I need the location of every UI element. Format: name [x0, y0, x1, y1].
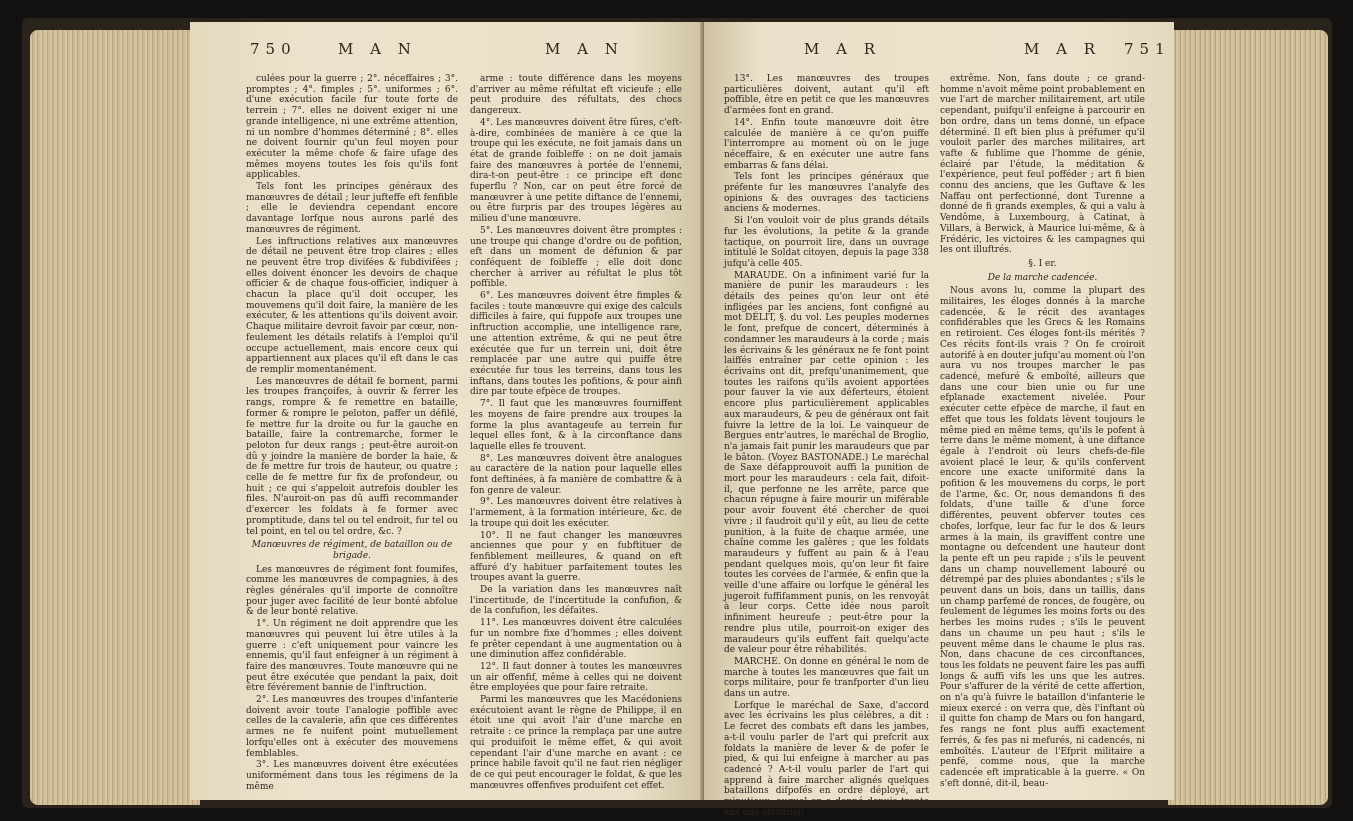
paragraph: 10°. Il ne faut changer les manœuvres anciennes que pour y en fubftituer de fenfiblement meilleures, & quand on eft affuré d'y habituer parfaitement toutes les troupes avant la guerre. — [470, 530, 682, 584]
paragraph: 14°. Enfin toute manœuvre doit être calculée de manière à ce qu'on puiffe l'interrompre au moment où on le juge néceffaire, & en exécuter une autre fans embarras & fans délai. — [724, 117, 929, 171]
paragraph: 7°. Il faut que les manœuvres fourniffent les moyens de faire prendre aux troupes la forme la plus avantageufe au terrein fur lequel elles font, & à la circonftance dans laquelle elles fe trouvent. — [470, 399, 682, 452]
paragraph: 2°. Les manœuvres des troupes d'infanterie doivent avoir toute l'analogie poffible avec celles de la cavalerie, afin que ces différentes armes ne fe nuifent point mutuellement lorfqu'elles ont à exécuter des mouvemens femblables. — [246, 695, 458, 759]
left-page-edges — [30, 30, 200, 805]
paragraph: 5°. Les manœuvres doivent être promptes : une troupe qui change d'ordre ou de pofition, eft dans un moment de défunion & par conféquent de foibleffe ; elle doit donc chercher à arriver au réfultat le plus tôt poffible. — [470, 225, 682, 290]
page-number-right: 751 — [1124, 40, 1171, 58]
paragraph: 4°. Les manœuvres doivent être fûres, c'eft-à-dire, combinées de manière à ce que la troupe qui les exécute, ne foit jamais dans un état de grande foibleffe : on ne doit jamais faire des manœuvres à portée de l'ennemi, dira-t-on peut-être : ce principe eft donc fuperflu ? Non, car on peut être forcé de manœuvrer à une petite diftance de l'ennemi, ou être furpris par des troupes légères au milieu d'une manœuvre. — [470, 117, 682, 225]
section-number: §. I er. — [1028, 258, 1057, 269]
running-head-left-col2: M A N — [545, 40, 624, 58]
paragraph: culées pour la guerre ; 2°. néceffaires ; 3°. promptes ; 4°. fimples ; 5°. uniformes ; 6°. d'une exécution facile fur toute forte de terrein ; 7°. elles ne doivent exiger ni une grande intelligence, ni une extrême attention, ni un nombre d'hommes déterminé ; 8°. elles ne doivent fournir qu'un feul moyen pour exécuter la même chofe & faire ufage des mêmes moyens toutes les fois qu'ils font applicables. — [246, 74, 458, 181]
section-heading: De la marche cadencée. — [987, 272, 1098, 283]
running-head-right-col2: M A R — [1024, 40, 1102, 58]
paragraph: MARCHE. On donne en général le nom de marche à toutes les manœuvres que fait un corps militaire, pour fe tranfporter d'un lieu dans un autre. — [724, 656, 929, 700]
paragraph: 8°. Les manœuvres doivent être analogues au caractère de la nation pour laquelle elles font deftinées, à fa manière de combattre & à fon genre de valeur. — [470, 453, 682, 496]
section-heading: Manœuvres de régiment, de bataillon ou de brigade. — [251, 540, 453, 561]
paragraph: 13°. Les manœuvres des troupes particulières doivent, autant qu'il eft poffible, être en petit ce que les manœuvres d'armées font en grand. — [724, 74, 929, 117]
paragraph: Les inftructions relatives aux manœuvres de détail ne peuvent être trop claires ; elles ne peuvent être trop divifées & fubdivifées ; elles doivent énoncer les devoirs de chaque officier & de chaque fous-officier, indiquer à chacun la place qu'il doit occuper, les mouvemens qu'il doit faire, la manière de les exécuter, & les attentions qu'ils doivent avoir. Chaque militaire devroit favoir par cœur, non-feulement les détails relatifs à l'emploi qu'il occupe actuellement, mais encore ceux qui appartiennent aux places qu'il eft dans le cas de remplir momentanément. — [246, 236, 458, 375]
right-page-column-1 — [724, 74, 929, 820]
right-page-edges — [1168, 30, 1328, 805]
paragraph: Tels font les principes généraux des manœuvres de détail ; leur jufteffe eft fenfible ; elle le deviendra cependant encore davantage lorfque nous aurons parlé des manœuvres de régiment. — [246, 182, 458, 235]
paragraph: Si l'on vouloit voir de plus grands détails fur les évolutions, la petite & la grande tactique, on pourroit lire, dans un ouvrage intitulé le Soldat citoyen, depuis la page 338 jufqu'à celle 405. — [724, 216, 929, 269]
left-page-column-2 — [470, 74, 682, 792]
paragraph: Les manœuvres de détail fe bornent, parmi les troupes françoifes, à ouvrir & ferrer les rangs, rompre & fe remettre en bataille, former & rompre le peloton, paffer un défilé, fe mettre fur la droite ou fur la gauche en bataille, faire la contremarche, former le peloton fur deux rangs ; peut-être auroit-on dû y joindre la manière de border la haie, & de fe mettre fur trois de hauteur, ou quatre ; celle de fe mettre fur fix de profondeur, ou huit ; ce qui s'appeloit autrefois doubler les files. N'auroit-on pas dû auffi recommander d'exercer les foldats à fe former avec promptitude, dans tel ou tel endroit, fur tel ou tel point, en tel ou tel ordre, &c. ? — [246, 376, 458, 537]
paragraph: 11°. Les manœuvres doivent être calculées fur un nombre fixe d'hommes ; elles doivent fe prêter cependant à une augmentation ou à une diminution affez confidérable. — [470, 618, 682, 661]
paragraph: Parmi les manœuvres que les Macédoniens exécutoient avant le règne de Philippe, il en étoit une qui avoit l'air d'une marche en retraite : ce prince la remplaça par une autre qui produifoit le même effet, & qui avoit cependant l'air d'une marche en avant : ce prince habile favoit qu'il ne faut rien négliger de ce qui peut encourager le foldat, & que les manœuvres offenfives produifent cet effet. — [470, 695, 682, 791]
left-page-column-1 — [246, 74, 458, 793]
paragraph: Tels font les principes généraux que préfente fur les manœuvres l'analyfe des opinions & des ouvrages des tacticiens anciens & modernes. — [724, 172, 929, 215]
paragraph: extrême. Non, fans doute ; ce grand-homme n'avoit même point probablement en vue l'art de marcher militairement, art utile cependant, puifqu'il enfeigne à parcourir en bon ordre, dans un tems donné, un efpace déterminé. Il eft bien plus à préfumer qu'il vouloit parler des marches militaires, art vafte & fublime que l'homme de génie, éclairé par l'étude, la méditation & l'expérience, peut feul pofféder ; art fi bien connu des anciens, que les Guftave & les Naffau ont perfectionné, dont Turenne a donné de fi grands exemples, & qui a valu à Vendôme, à Luxembourg, à Catinat, à Villars, à Berwick, à Maurice lui-même, & à Frédéric, les victoires & les campagnes qui les ont illuftrés. — [940, 74, 1145, 256]
paragraph: Lorfque le maréchal de Saxe, d'accord avec les écrivains les plus célèbres, a dit : Le fecret des combats eft dans les jambes, a-t-il voulu parler de l'art qui prefcrit aux foldats la manière de lever & de pofer le pied, & qui lui enfeigne à marcher au pas cadencé ? A-t-il voulu parler de l'art qui apprend à faire marcher alignés quelques bataillons difpofés en ordre déployé, art minutieux, auquel on a donné depuis trente ans une attention — [724, 700, 929, 818]
paragraph: Nous avons lu, comme la plupart des militaires, les éloges donnés à la marche cadencée, & le récit des avantages confidérables que les Grecs & les Romains en retiroient. Ces éloges font-ils mérités ? Ces récits font-ils vrais ? On fe croiroit autorifé à en douter jufqu'au moment où l'on aura vu nos troupes marcher le pas cadencé, mefuré & emboîté, ailleurs que dans une cour bien unie ou fur une efplanade exactement nivelée. Pour exécuter cette efpèce de marche, il faut en effet que tous les foldats lèvent toujours le même pied en même tems, qu'ils le pofent à terre dans le même moment, à une diftance égale à l'endroit où leurs chefs-de-file avoient placé le leur, & qu'ils confervent encore une exacte uniformité dans la pofition & les mouvemens du corps, le port de l'arme, &c. Or, nous demandons fi des foldats, d'une taille & d'une force différentes, peuvent obferver toutes ces chofes, lorfque, leur fac fur le dos & leurs armes à la main, ils graviffent contre une montagne ou defcendent une hauteur dont la pente eft un peu rapide ; s'ils le peuvent dans un champ nouvellement labouré ou détrempé par des pluies abondantes ; s'ils le peuvent dans un bois, dans un taillis, dans un champ parfemé de ronces, de fougère, ou feulement de légumes les moins forts ou des herbes les moins rudes ; s'ils le peuvent dans un chaume un peu haut ; s'ils le peuvent même dans le chaume le plus ras. Non, dans chacune de ces circonftances, tous les foldats ne peuvent faire les pas auffi longs & auffi vifs les uns que les autres. Pour s'affurer de la vérité de cette affertion, on n'a qu'à fuivre le bataillon d'infanterie le mieux exercé : on verra que, dès l'inftant où il quitte fon champ de Mars ou fon hangard, fes rangs ne font plus auffi exactement ferrés, & fes pas ni mefurés, ni cadencés, ni emboîtés. L'auteur de l'Efprit militaire a penfé, comme nous, que la marche cadencée eft impraticable à la guerre. « On s'eft donné, dit-il, beau- — [940, 286, 1145, 789]
paragraph: 3°. Les manœuvres doivent être exécutées uniformément dans tous les régimens de la même — [246, 760, 458, 792]
paragraph: Les manœuvres de régiment font foumifes, comme les manœuvres de compagnies, à des règles générales qu'il importe de connoître pour juger avec facilité de leur bonté abfolue & de leur bonté relative. — [246, 564, 458, 618]
running-head-right-col1: M A R — [804, 40, 882, 58]
right-page — [704, 22, 1174, 818]
paragraph: 12°. Il faut donner à toutes les manœuvres un air offenfif, même à celles qui ne doivent être employées que pour faire retraite. — [470, 661, 682, 694]
paragraph: 6°. Les manœuvres doivent être fimples & faciles : toute manœuvre qui exige des calculs difficiles à faire, qui fuppofe aux troupes une inftruction accomplie, une intelligence rare, une attention extrême, & qui ne peut être exécutée que fur un terrein uni, doit être remplacée par une autre qui puiffe être exécutée fur tous les terreins, dans tous les inftans, dans toutes les pofitions, & pour ainfi dire par toute efpèce de troupes. — [470, 291, 682, 398]
paragraph: arme : toute différence dans les moyens d'arriver au même réfultat eft vicieufe ; elle peut produire des réfultats, des chocs dangereux. — [470, 74, 682, 117]
right-page-column-2 — [940, 74, 1145, 790]
paragraph: De la variation dans les manœuvres naît l'incertitude, de l'incertitude la confufion, & de la confufion, les défaites. — [470, 585, 682, 617]
left-page — [190, 22, 705, 800]
page-number-left: 750 — [250, 40, 297, 58]
paragraph: 1°. Un régiment ne doit apprendre que les manœuvres qui peuvent lui être utiles à la guerre : c'eft uniquement pour vaincre les ennemis, qu'il faut enfeigner à un régiment à faire des manœuvres. Toute manœuvre qui ne peut être exécutée que pendant la paix, doit être févérement bannie de l'inftruction. — [246, 619, 458, 694]
running-head-left-col1: M A N — [338, 40, 417, 58]
paragraph: MARAUDE. On a infiniment varié fur la manière de punir les maraudeurs : les détails des peines qu'on leur ont été infligées par les anciens, font configné au mot DÉLIT, §. du vol. Les peuples modernes le font, prefque de concert, déterminés à condamner les maraudeurs à la corde ; mais les écrivains & les généraux ne fe font point laiffés entraîner par cette opinion : les écrivains ont dit, prefqu'unanimement, que toutes les raifons qu'ils avoient apportées pour fauver la vie aux déferteurs, étoient encore plus particulièrement applicables aux maraudeurs, & peu de généraux ont fait fuivre la lettre de la loi. Le vainqueur de Bergues entr'autres, le maréchal de Broglio, n'a jamais fait punir les maraudeurs que par le bâton. (Voyez BASTONADE.) Le maréchal de Saxe défapprouvoit auffi la punition de mort pour les maraudeurs : cela fait, difoit-il, que perfonne ne les arrête, parce que chacun répugne à faire mourir un miférable pour avoir fouvent été chercher de quoi vivre ; il faudroit qu'il y eût, au lieu de cette punition, à la fuite de chaque armée, une chaîne comme les galères ; que les foldats maraudeurs y fuffent au pain & à l'eau pendant quelques mois, qu'on leur fit faire toutes les corvées de l'armée, & enfin que la veille d'une affaire ou lorfque le général les jugeroit fuffifamment punis, on les renvoyât à leur corps. Cette idée nous paroît infiniment heureufe ; peut-être pour la rendre plus utile, pourroit-on exiger des maraudeurs qu'ils euffent fait quelqu'acte de valeur pour être réhabilités. — [724, 270, 929, 656]
paragraph: 9°. Les manœuvres doivent être relatives à l'armement, à la formation intérieure, &c. de la troupe qui doit les exécuter. — [470, 497, 682, 529]
